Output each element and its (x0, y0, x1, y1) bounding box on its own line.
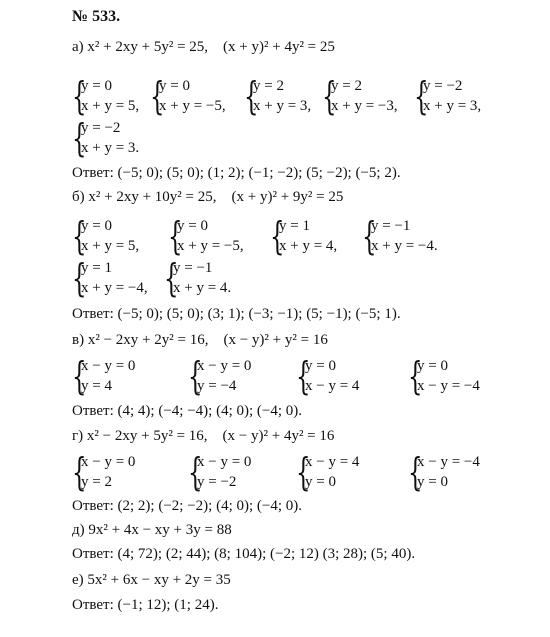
part-b-answer: Ответ: (−5; 0); (5; 0); (3; 1); (−3; −1); (5; −1); (−5; 1). (72, 306, 401, 322)
part-g-label: г) (72, 428, 84, 444)
part-v-equation: x² − 2xy + 2y² = 16, (87, 332, 209, 348)
part-g-header (72, 427, 334, 445)
part-d-header (72, 521, 232, 539)
part-b-system-6: { y = −1 x + y = 4. (164, 256, 232, 300)
part-a-system-1: { y = 0 x + y = 5, (72, 74, 140, 118)
part-b-label: б) (72, 189, 85, 205)
part-d-answer: Ответ: (4; 72); (2; 44); (8; 104); (−2; 12) (3; 28); (5; 40). (72, 546, 416, 562)
part-b-system-3: { y = 1 x + y = 4, (270, 214, 338, 258)
part-v-system-3: { y = 0 x − y = 4 (296, 354, 360, 398)
part-b-equation: x² + 2xy + 10y² = 25, (88, 189, 217, 205)
part-g-equation: x² − 2xy + 5y² = 16, (86, 428, 208, 444)
part-v-system-4: { y = 0 x − y = −4 (408, 354, 480, 398)
part-d-equation: 9x² + 4x − xy + 3y = 88 (88, 522, 232, 538)
part-b-system-1: { y = 0 x + y = 5, (72, 214, 140, 258)
part-v-transformed: (x − y)² + y² = 16 (223, 332, 328, 348)
part-v-header (72, 331, 328, 349)
part-v-system-2: { x − y = 0 y = −4 (188, 354, 252, 398)
part-v-label: в) (72, 332, 85, 348)
part-a-system-4: { y = 2 x + y = −3, (322, 74, 398, 118)
part-v-answer: Ответ: (4; 4); (−4; −4); (4; 0); (−4; 0). (72, 403, 303, 419)
part-b-system-4: { y = −1 x + y = −4. (362, 214, 438, 258)
part-b-header (72, 188, 343, 206)
part-g-answer: Ответ: (2; 2); (−2; −2); (4; 0); (−4; 0). (72, 498, 303, 514)
part-e-header (72, 571, 231, 589)
part-a-header (72, 38, 335, 56)
part-a-equation: x² + 2xy + 5y² = 25, (87, 39, 209, 55)
part-a-system-5: { y = −2 x + y = 3, (414, 74, 482, 118)
part-a-system-2: { y = 0 x + y = −5, (150, 74, 226, 118)
part-a-label: а) (72, 39, 84, 55)
part-g-system-1: { x − y = 0 y = 2 (72, 450, 136, 494)
part-e-answer: Ответ: (−1; 12); (1; 24). (72, 597, 219, 613)
part-a-system-6: { y = −2 x + y = 3. (72, 116, 140, 160)
part-v-system-1: { x − y = 0 y = 4 (72, 354, 136, 398)
part-g-transformed: (x − y)² + 4y² = 16 (222, 428, 335, 444)
part-b-system-2: { y = 0 x + y = −5, (168, 214, 244, 258)
part-e-label: е) (72, 572, 84, 588)
part-g-system-3: { x − y = 4 y = 0 (296, 450, 360, 494)
part-a-answer: Ответ: (−5; 0); (5; 0); (1; 2); (−1; −2); (5; −2); (−5; 2). (72, 165, 401, 181)
part-a-system-3: { y = 2 x + y = 3, (244, 74, 312, 118)
part-g-system-4: { x − y = −4 y = 0 (408, 450, 480, 494)
part-g-system-2: { x − y = 0 y = −2 (188, 450, 252, 494)
part-b-system-5: { y = 1 x + y = −4, (72, 256, 148, 300)
part-a-transformed: (x + y)² + 4y² = 25 (223, 39, 335, 55)
problem-number: № 533. (72, 8, 121, 25)
part-b-transformed: (x + y)² + 9y² = 25 (231, 189, 344, 205)
part-e-equation: 5x² + 6x − xy + 2y = 35 (87, 572, 231, 588)
part-d-label: д) (72, 522, 85, 538)
